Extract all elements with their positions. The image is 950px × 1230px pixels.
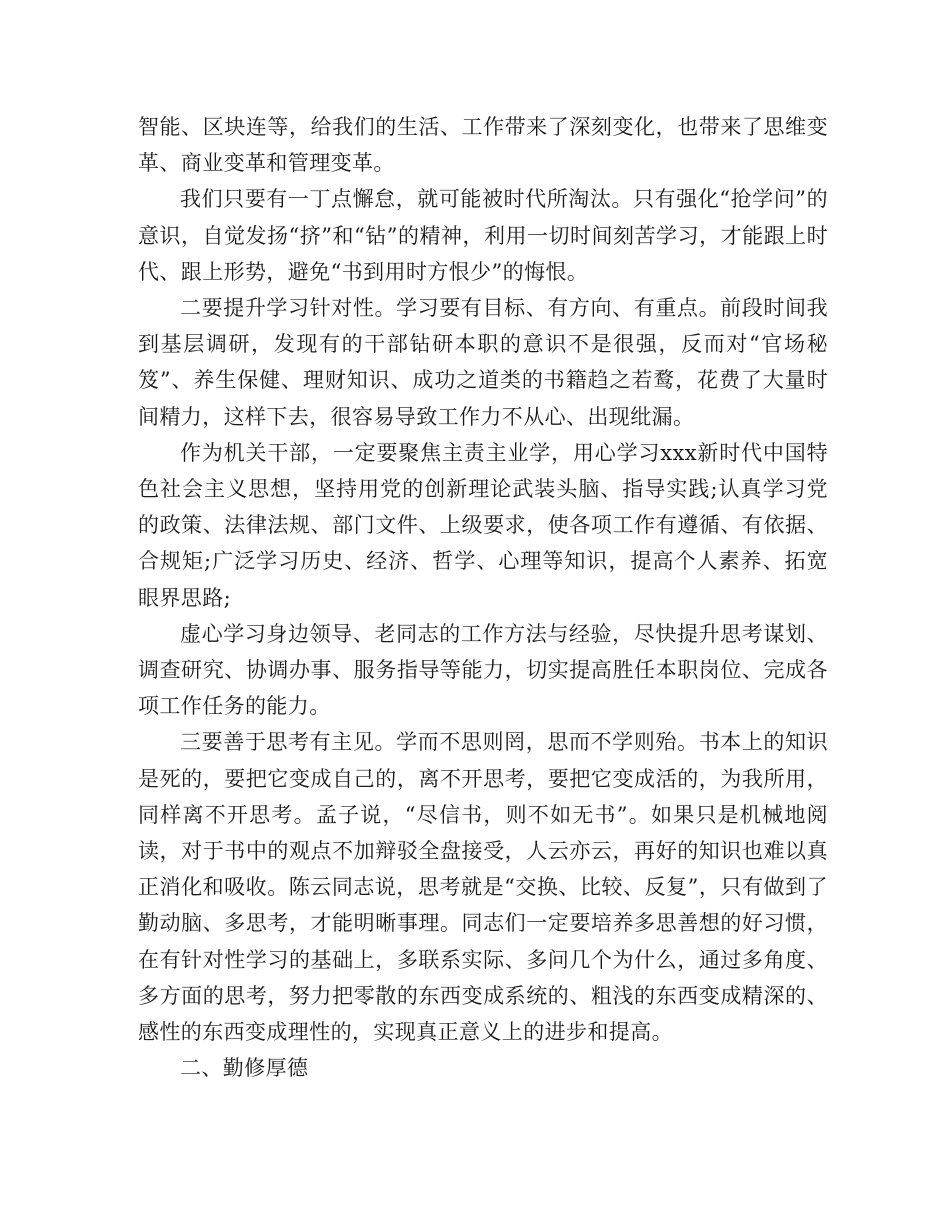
paragraph: 作为机关干部，一定要聚焦主责主业学，用心学习xxx新时代中国特色社会主义思想，坚持用党的创新理论武装头脑、指导实践;认真学习党的政策、法律法规、部门文件、上级要求，使各项工作有遵循、有依据、合规矩;广泛学习历史、经济、哲学、心理等知识，提高个人素养、拓宽眼界思路; bbox=[138, 440, 828, 610]
paragraph: 虚心学习身边领导、老同志的工作方法与经验，尽快提升思考谋划、调查研究、协调办事、服务指导等能力，切实提高胜任本职岗位、完成各项工作任务的能力。 bbox=[138, 621, 828, 719]
paragraph: 二要提升学习针对性。学习要有目标、有方向、有重点。前段时间我到基层调研，发现有的干部钻研本职的意识不是很强，反而对“官场秘笈”、养生保健、理财知识、成功之道类的书籍趋之若鹜，花费了大量时间精力，这样下去，很容易导致工作力不从心、出现纰漏。 bbox=[138, 296, 828, 429]
paragraph: 三要善于思考有主见。学而不思则罔，思而不学则殆。书本上的知识是死的，要把它变成自己的，离不开思考，要把它变成活的，为我所用，同样离不开思考。孟子说，“尽信书，则不如无书”。如果只是机械地阅读，对于书中的观点不加辩驳全盘接受，人云亦云，再好的知识也难以真正消化和吸收。陈云同志说，思考就是“交换、比较、反复”，只有做到了勤动脑、多思考，才能明晰事理。同志们一定要培养多思善想的好习惯，在有针对性学习的基础上，多联系实际、多问几个为什么，通过多角度、多方面的思考，努力把零散的东西变成系统的、粗浅的东西变成精深的、感性的东西变成理性的，实现真正意义上的进步和提高。 bbox=[138, 730, 828, 1045]
paragraph: 我们只要有一丁点懈怠，就可能被时代所淘汰。只有强化“抢学问”的意识，自觉发扬“挤”和“钻”的精神，利用一切时间刻苦学习，才能跟上时代、跟上形势，避免“书到用时方恨少”的悔恨。 bbox=[138, 187, 828, 284]
section-heading: 二、勤修厚德 bbox=[180, 1056, 309, 1081]
document-body bbox=[138, 109, 828, 1086]
paragraph-continued: 智能、区块连等，给我们的生活、工作带来了深刻变化，也带来了思维变革、商业变革和管理变革。 bbox=[138, 115, 828, 176]
